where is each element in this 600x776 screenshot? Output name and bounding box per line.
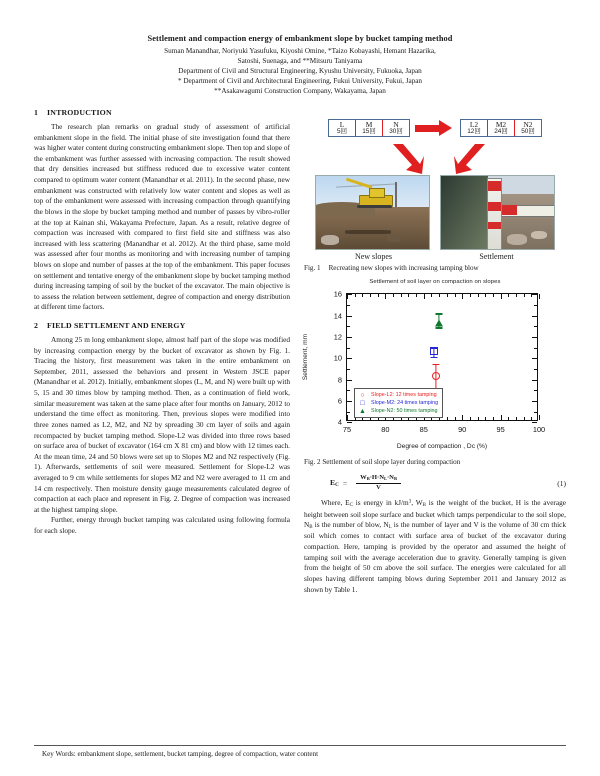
chart-x-minor-tick [439, 294, 440, 297]
chart-y-axis-label: Settlement, mm [302, 334, 309, 381]
chart-y-minor-tick [534, 305, 537, 306]
chart-y-minor-tick [347, 326, 350, 327]
photo-new-slopes [315, 175, 430, 250]
section-title-2: FIELD SETTLEMENT AND ENERGY [47, 321, 186, 331]
chart-y-tick-mark [532, 358, 537, 359]
chart-y-minor-tick [534, 390, 537, 391]
chart-x-tick-label: 80 [381, 425, 390, 435]
chart-x-minor-tick [493, 417, 494, 420]
affiliation-1: Department of Civil and Structural Engineering, Kyushu University, Fukuoka, Japan [178, 67, 422, 76]
chart-y-minor-tick [534, 348, 537, 349]
section-number-2: 2 [34, 321, 39, 331]
chart-x-minor-tick [401, 294, 402, 297]
section-number-1: 1 [34, 108, 39, 118]
slope-cell-N2 [515, 120, 541, 136]
chart-x-tick-label: 95 [496, 425, 505, 435]
keywords-line: Key Words: embankment slope, settlement, bucket tamping, degree of compaction, water content [42, 750, 319, 758]
after-equation-paragraph: Where, $E_C$ is energy in $kJ/m^3$, $W_B$ is the weight of the bucket, H is the average height between soil slope surface and bucket which tamps perpendicular to the soil slope, $N_B$ is the number of blow, $N_L$ is the number of layer and V is the volume of 30 cm thick soil which comes to contact with surface area of bucket of the excavator during compaction. Here, tamping is provided by the operator and assumed the height of tamping soil with the average acceleration due to gravity. Generally tamping is given from the height of 50 cm above the soil surface. The energies were calculated for all slopes having different tamping blows during September 2011 and January 2012 as shown by Table 1. [304, 498, 566, 594]
arrow-down-right-icon [454, 144, 488, 174]
field-paragraph-1: Among 25 m long embankment slope, almost half part of the slope was modified by increasing compaction energy by the bucket of excavator as shown by Fig. 1. Tracing the history, first measurement was taken in the entire embankment on September, 2011, assessed the behaviors and present in Western JSCE paper (Manandhar et al. 2012). Initially, embankment slopes (L, M, and N) were built up with 5, 15 and 30 times blow by tamping method. Then, as a continuation of field work, similar measurement was taken at the same place after four months on January, 2012 to understand the time effect as monitoring. Then, previous slopes were modified into three zones named as L2, M2, and N2 by spreading 30 cm layer of soils and again recompacted by bucket tamping method. Slope-L2 was divided into three rows based on surface area of bucket of excavator (164 cm X 81 cm) and blow with 12 times each. At the mean time, 24 and 50 blows were set up to Slopes M2 and N2 respectively (Fig. 1). Afterwards, settlements of soil were measured. Settlement for Slope-L2 was averaged to 9 cm while settlements for slopes M2 and N2 were averaged to 11 cm and 14 cm respectively. Then moisture density gauge measurements calculated degree of compaction at each place and represent in Fig. 2. Degree of compaction was increased at the highest tamping slope. [34, 335, 290, 514]
chart-x-tick-mark [347, 294, 348, 299]
photo-caption-new-slopes: New slopes [354, 252, 393, 262]
chart-data-point [432, 372, 440, 380]
chart-x-tick-mark [385, 294, 386, 299]
chart-x-minor-tick [531, 417, 532, 420]
left-column [34, 108, 290, 595]
section-heading-field [34, 321, 290, 330]
chart-y-tick-label: 14 [333, 311, 342, 321]
figure-1-caption-text: Recreating new slopes with increasing tamping blow [328, 264, 479, 273]
chart-y-minor-tick [347, 390, 350, 391]
chart-data-point [430, 347, 438, 355]
chart-x-tick-label: 90 [458, 425, 467, 435]
chart-x-minor-tick [447, 294, 448, 297]
chart-x-minor-tick [362, 294, 363, 297]
chart-y-minor-tick [534, 412, 537, 413]
chart-data-point [435, 320, 443, 327]
slope-diagram [304, 110, 566, 146]
chart-legend-label: Slope-N2: 50 times tamping [371, 407, 438, 414]
chart-y-tick-mark [347, 380, 352, 381]
chart-y-tick-label: 10 [333, 353, 342, 363]
slope-cell-L [329, 120, 356, 136]
chart-x-minor-tick [378, 294, 379, 297]
chart-x-minor-tick [447, 417, 448, 420]
section-heading-introduction [34, 108, 290, 117]
settlement-chart [304, 285, 566, 457]
figure-1 [304, 110, 566, 273]
equation-lhs: $E_C$ [330, 478, 339, 489]
chart-legend-marker-icon: □ [360, 399, 365, 407]
chart-y-tick-label: 6 [337, 396, 342, 406]
chart-x-minor-tick [508, 294, 509, 297]
chart-error-cap [436, 313, 443, 314]
chart-y-minor-tick [534, 326, 537, 327]
chart-error-cap [433, 364, 440, 365]
chart-x-minor-tick [416, 294, 417, 297]
right-arrow-icon [415, 120, 455, 136]
chart-x-tick-mark [424, 294, 425, 299]
chart-legend-item [358, 399, 438, 407]
chart-x-minor-tick [478, 417, 479, 420]
chart-y-tick-mark [532, 380, 537, 381]
slope-label-M: M [365, 119, 373, 129]
chart-x-minor-tick [493, 294, 494, 297]
chart-title: Settlement of soil layer on compaction on slopes [369, 279, 501, 286]
chart-x-tick-label: 100 [532, 425, 546, 435]
chart-y-minor-tick [347, 369, 350, 370]
slope-count-L: 5回 [337, 127, 347, 135]
chart-y-tick-mark [347, 316, 352, 317]
chart-legend-label: Slope-L2: 12 times tamping [371, 391, 437, 398]
chart-x-minor-tick [508, 417, 509, 420]
chart-x-minor-tick [455, 417, 456, 420]
slope-label-L2: L2 [469, 119, 479, 129]
affiliation-2: * Department of Civil and Architectural Engineering, Fukui University, Fukui, Japan [177, 77, 423, 86]
chart-y-tick-mark [532, 401, 537, 402]
chart-x-minor-tick [516, 417, 517, 420]
chart-x-minor-tick [408, 294, 409, 297]
figure-1-caption [304, 264, 566, 273]
slope-count-N: 30回 [389, 127, 403, 135]
equation-number: (1) [557, 478, 566, 488]
two-column-body [34, 108, 566, 595]
slope-cell-M [356, 120, 383, 136]
chart-y-minor-tick [347, 412, 350, 413]
chart-x-tick-mark [501, 294, 502, 299]
slope-count-L2: 12回 [467, 127, 481, 135]
chart-y-tick-mark [532, 337, 537, 338]
chart-y-tick-mark [347, 337, 352, 338]
equation-equals: = [342, 478, 348, 488]
chart-y-minor-tick [347, 348, 350, 349]
chart-error-cap [436, 327, 443, 328]
figure-2-caption: Fig. 2 Settlement of soil slope layer during compaction [304, 458, 461, 467]
chart-y-tick-mark [532, 294, 537, 295]
chart-legend-item [358, 391, 438, 399]
equation-denominator: V [376, 483, 381, 491]
chart-legend-item [358, 407, 438, 415]
chart-x-minor-tick [455, 294, 456, 297]
author-list-line-1: Suman Manandhar, Noriyuki Yasufuku, Kiyoshi Omine, *Taizo Kobayashi, Hemant Hazarika, [164, 47, 436, 56]
chart-x-minor-tick [516, 294, 517, 297]
affiliation-3: **Asakawagumi Construction Company, Wakayama, Japan [214, 87, 386, 96]
chart-x-minor-tick [478, 294, 479, 297]
chart-x-minor-tick [431, 294, 432, 297]
field-paragraph-2: Further, energy through bucket tamping was calculated using following formula for each slope. [34, 515, 290, 535]
old-slopes-box [328, 119, 410, 137]
page-footer [34, 745, 566, 758]
photo-caption-settlement: Settlement [479, 252, 514, 262]
chart-x-minor-tick [485, 417, 486, 420]
chart-y-minor-tick [347, 305, 350, 306]
page-title: Settlement and compaction energy of embankment slope by bucket tamping method [147, 34, 453, 43]
chart-x-minor-tick [531, 294, 532, 297]
figure-1-photos [304, 175, 566, 250]
chart-x-axis-label: Degree of compaction , Dc (%) [396, 443, 488, 451]
slope-count-M2: 24回 [494, 127, 508, 135]
footer-divider [34, 745, 566, 746]
chart-x-minor-tick [524, 294, 525, 297]
chart-x-minor-tick [485, 294, 486, 297]
slope-cell-M2 [488, 120, 515, 136]
chart-x-tick-mark [462, 294, 463, 299]
chart-x-minor-tick [370, 294, 371, 297]
section-title-1: INTRODUCTION [47, 108, 112, 118]
slope-label-M2: M2 [495, 119, 507, 129]
chart-legend [354, 388, 443, 418]
chart-y-tick-mark [532, 316, 537, 317]
new-slopes-box [460, 119, 542, 137]
chart-legend-marker-icon: ▲ [359, 407, 366, 415]
chart-x-tick-mark [539, 294, 540, 299]
chart-y-tick-label: 4 [337, 417, 342, 427]
chart-y-minor-tick [534, 369, 537, 370]
equation-numerator: $W_B\cdot H\cdot N_L\cdot N_B$ [356, 474, 401, 483]
slope-count-M: 15回 [362, 127, 376, 135]
photo-settlement [440, 175, 555, 250]
slope-label-L: L [339, 119, 345, 129]
chart-y-tick-label: 12 [333, 332, 342, 342]
slope-cell-N [383, 120, 409, 136]
chart-x-tick-label: 75 [342, 425, 352, 435]
diagonal-arrows [304, 146, 566, 174]
chart-x-minor-tick [355, 294, 356, 297]
chart-y-tick-label: 8 [337, 375, 342, 385]
intro-paragraph: The research plan remarks on gradual study of assessment of artificial embankment slope in the field. The initial phase of site investigation found that there was higher water content during constructing embankment slope. Then top and slope of the embankment was further assessed with increasing compaction. The result showed that dry densities increased but stiffness reduced due to excessive water content compared to optimum water content (Manandhar et al. 2011). In the second phase, new embankment was constructed with relatively low water content and slopes as well as top of the embankment were assessed with increasing compaction through quantifying the blows in the slope by bucket tamping method and number of passes by vibro-roller at the top at Kainan shi, Wakayama Prefecture, Japan. As a result, relative degree of compaction was increased with compared to first field site and stiffness was also increased with less scattering (Manandhar et al. 2012). At the third phase, same mold was assessed after four months as monitoring and with increasing number of tamping blows on slope and number of passes at the top of the embankment. This paper focuses on settlement and tentative energy of the embankment slope by bucket tamping method during increasing tamping of soil by the bucket of the excavator. The main objective is to assess the relation between settlement, degree of compaction and energy distribution at different time factors. [34, 122, 290, 312]
slope-cell-L2 [461, 120, 488, 136]
chart-legend-marker-icon: ○ [360, 391, 365, 399]
chart-y-tick-label: 16 [333, 289, 342, 299]
chart-error-cap [430, 357, 437, 358]
slope-label-N: N [393, 119, 399, 129]
right-column [304, 108, 566, 595]
equation-1-body [304, 474, 557, 492]
chart-x-minor-tick [470, 294, 471, 297]
figure-1-number: Fig. 1 [304, 264, 321, 273]
chart-x-minor-tick [524, 417, 525, 420]
slope-count-N2: 50回 [521, 127, 535, 135]
photo-captions [304, 250, 566, 261]
author-list-line-2: Satoshi, Suenaga, and **Mitsuru Taniyama [237, 57, 363, 66]
chart-legend-label: Slope-M2: 24 times tamping [371, 399, 439, 406]
equation-fraction [356, 474, 401, 492]
slope-label-N2: N2 [523, 119, 533, 129]
chart-y-tick-mark [347, 401, 352, 402]
chart-x-tick-label: 85 [419, 425, 428, 435]
equation-1-row [304, 474, 566, 492]
arrow-down-left-icon [390, 144, 424, 174]
chart-x-minor-tick [470, 417, 471, 420]
chart-x-minor-tick [393, 294, 394, 297]
chart-y-tick-mark [347, 358, 352, 359]
